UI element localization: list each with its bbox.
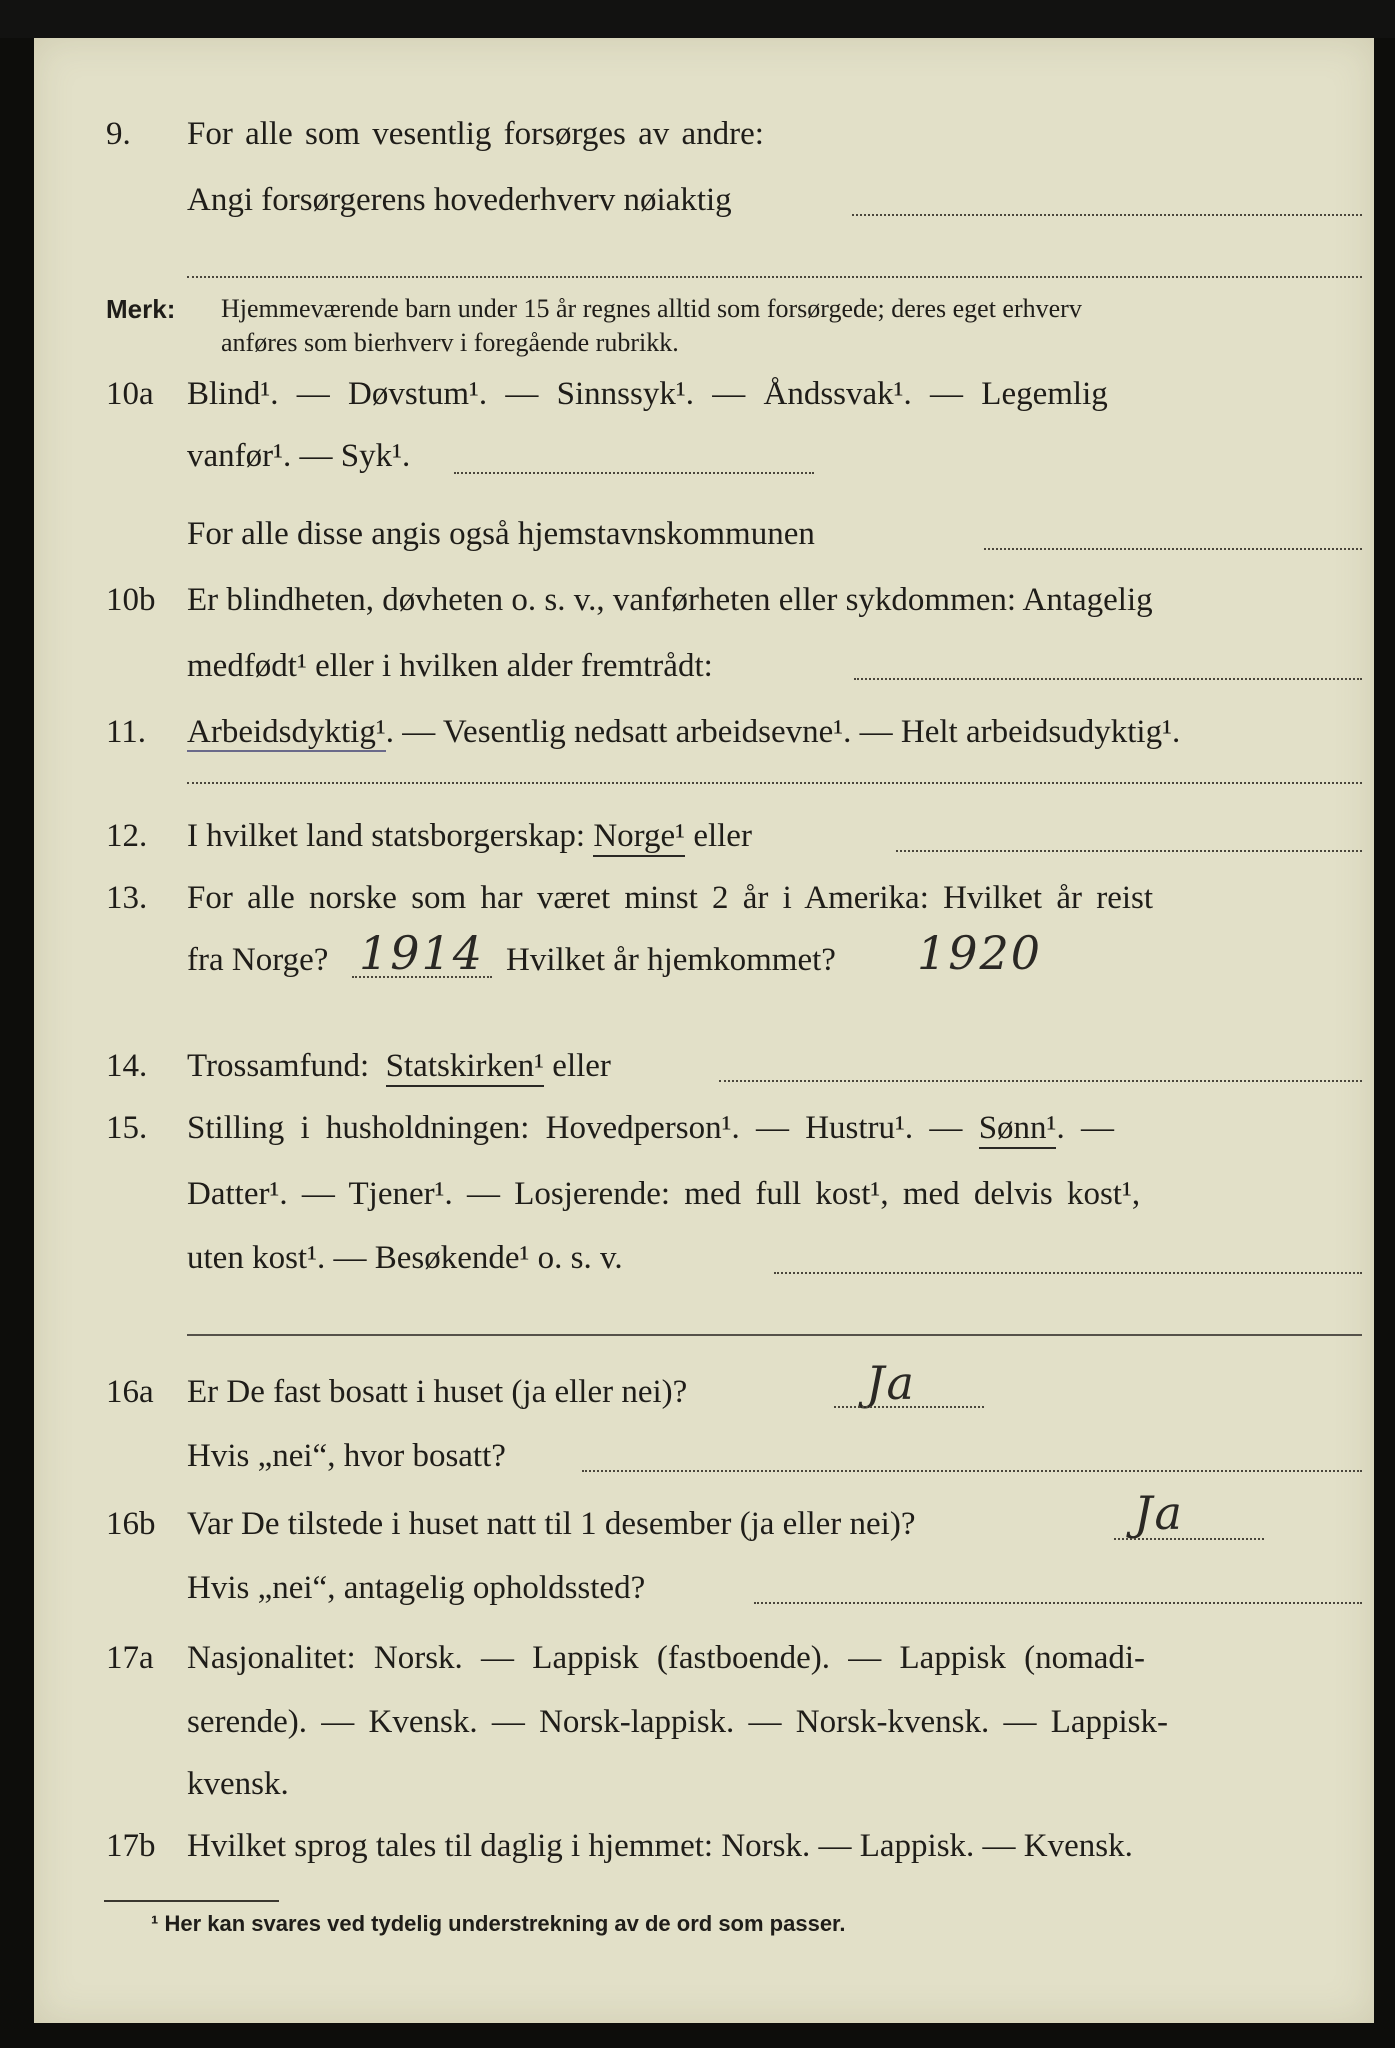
q13-line2 [34, 942, 1374, 982]
q12-line [34, 818, 1374, 858]
q16a-text-1: Er De fast bosatt i huset (ja eller nei)? [187, 1374, 688, 1410]
footnote [151, 1911, 846, 1937]
merk-text-2: anføres som bierhverv i foregående rubrikk. [221, 328, 679, 357]
q16a-text-2: Hvis „nei“, hvor bosatt? [187, 1438, 506, 1474]
q12-or: eller [693, 818, 752, 854]
q16b-number: 16b [106, 1506, 156, 1542]
q14-text [187, 1048, 611, 1085]
q17b-line [34, 1828, 1374, 1868]
q9-line2 [34, 182, 1374, 222]
q10b-number: 10b [106, 582, 156, 618]
q16b-answer-field [1114, 1538, 1264, 1540]
q10a-line3 [34, 516, 1374, 556]
q16b-text-2: Hvis „nei“, antagelig opholdssted? [187, 1570, 646, 1606]
q13-return-year[interactable]: 1920 [917, 926, 1043, 980]
merk-line1 [34, 294, 1374, 328]
q10a-municipality-field[interactable] [984, 548, 1362, 550]
scan-border [0, 0, 1395, 38]
q15-extra-rule [187, 1334, 1362, 1336]
q16b-line2 [34, 1570, 1374, 1610]
q13-return-label: Hvilket år hjemkommet? [506, 942, 836, 978]
q10b-line2 [34, 648, 1374, 688]
q13-line1 [34, 880, 1374, 920]
q15-option-sonn[interactable]: Sønn¹ [979, 1110, 1057, 1149]
q13-departure-label: fra Norge? [187, 942, 329, 978]
q16b-whereabouts-field[interactable] [754, 1602, 1362, 1604]
q14-label: Trossamfund: [187, 1048, 370, 1084]
q10a-line1 [34, 376, 1374, 416]
q9-provider-field[interactable] [852, 214, 1362, 216]
q17a-text-3: kvensk. [187, 1766, 289, 1802]
q9-text: For alle som vesentlig forsørges av andre: [187, 116, 764, 152]
q11-number: 11. [106, 714, 147, 750]
footnote-mark: ¹ [151, 1911, 159, 1936]
q9-number: 9. [106, 116, 131, 152]
q16a-line1 [34, 1374, 1374, 1414]
q12-option-norge[interactable]: Norge¹ [593, 818, 685, 857]
footnote-text: Her kan svares ved tydelig understrekning av de ord som passer. [164, 1911, 846, 1936]
q16b-answer[interactable]: Ja [1134, 1486, 1184, 1540]
q17a-line3 [34, 1766, 1374, 1806]
q10a-text-3: For alle disse angis også hjemstavnskommunen [187, 516, 815, 552]
q11-other-options: . — Vesentlig nedsatt arbeidsevne¹. — Helt arbeidsudyktig¹. [385, 714, 1181, 750]
q10b-age-field[interactable] [854, 678, 1362, 680]
q16a-answer-field [834, 1406, 984, 1408]
q14-option-statskirken[interactable]: Statskirken¹ [386, 1048, 544, 1087]
q15-options-a: Stilling i husholdningen: Hovedperson¹. — Hustru¹. — [187, 1110, 963, 1146]
q13-departure-field [352, 976, 492, 978]
q10a-text-1: Blind¹. — Døvstum¹. — Sinnssyk¹. — Åndssvak¹. — Legemlig [187, 376, 1108, 412]
q9-provider-label: Angi forsørgerens hovederhverv nøiaktig [187, 182, 732, 218]
q17a-number: 17a [106, 1640, 154, 1676]
q10a-number: 10a [106, 376, 154, 412]
q9-provider-field-2[interactable] [187, 276, 1362, 278]
q15-line1 [34, 1110, 1374, 1150]
q11-extra-field[interactable] [187, 782, 1362, 784]
q17b-text: Hvilket sprog tales til daglig i hjemmet: Norsk. — Lappisk. — Kvensk. [187, 1828, 1133, 1864]
q12-number: 12. [106, 818, 148, 854]
merk-line2 [34, 328, 1374, 362]
q15-options-b: . — [1056, 1110, 1114, 1146]
q12-label: I hvilket land statsborgerskap: [187, 818, 586, 854]
q15-text-1 [187, 1110, 1114, 1147]
q10b-text-1: Er blindheten, døvheten o. s. v., vanførheten eller sykdommen: Antagelig [187, 582, 1153, 618]
q12-text [187, 818, 752, 855]
q15-text-3: uten kost¹. — Besøkende¹ o. s. v. [187, 1240, 623, 1276]
q13-number: 13. [106, 880, 148, 916]
q13-departure-year[interactable]: 1914 [359, 926, 485, 980]
q17b-number: 17b [106, 1828, 156, 1864]
q17a-text-2: serende). — Kvensk. — Norsk-lappisk. — Norsk-kvensk. — Lappisk- [187, 1704, 1169, 1740]
q15-line2 [34, 1176, 1374, 1216]
q12-other-country-field[interactable] [896, 850, 1362, 852]
q16a-number: 16a [106, 1374, 154, 1410]
q17a-line2 [34, 1704, 1374, 1744]
merk-text-1: Hjemmeværende barn under 15 år regnes alltid som forsørgede; deres eget erhverv [221, 294, 1082, 323]
q15-text-2: Datter¹. — Tjener¹. — Losjerende: med full kost¹, med delvis kost¹, [187, 1176, 1141, 1212]
q11-option-arbeidsdyktig[interactable]: Arbeidsdyktig¹ [187, 714, 386, 750]
q9-line1 [34, 116, 1374, 156]
q14-or: eller [552, 1048, 611, 1084]
q10b-line1 [34, 582, 1374, 622]
q14-other-field[interactable] [719, 1080, 1362, 1082]
q11-options [187, 714, 1180, 751]
q14-line [34, 1048, 1374, 1088]
census-form-page [34, 38, 1374, 2023]
q16b-text-1: Var De tilstede i huset natt til 1 desember (ja eller nei)? [187, 1506, 916, 1542]
q10a-sick-field[interactable] [454, 472, 814, 474]
q15-line3 [34, 1240, 1374, 1280]
q16a-line2 [34, 1438, 1374, 1478]
footnote-rule [104, 1900, 279, 1902]
q16a-answer[interactable]: Ja [866, 1356, 916, 1410]
q15-number: 15. [106, 1110, 148, 1146]
q14-number: 14. [106, 1048, 148, 1084]
q15-other-field[interactable] [774, 1272, 1362, 1274]
q17a-text-1: Nasjonalitet: Norsk. — Lappisk (fastboende). — Lappisk (nomadi- [187, 1640, 1146, 1676]
q10b-text-2: medfødt¹ eller i hvilken alder fremtrådt: [187, 648, 713, 684]
q17a-line1 [34, 1640, 1374, 1680]
q13-text-1: For alle norske som har været minst 2 år i Amerika: Hvilket år reist [187, 880, 1154, 916]
q10a-text-2: vanfør¹. — Syk¹. [187, 438, 411, 474]
merk-label: Merk: [106, 294, 176, 324]
q11-line [34, 714, 1374, 754]
q16a-residence-field[interactable] [582, 1470, 1362, 1472]
